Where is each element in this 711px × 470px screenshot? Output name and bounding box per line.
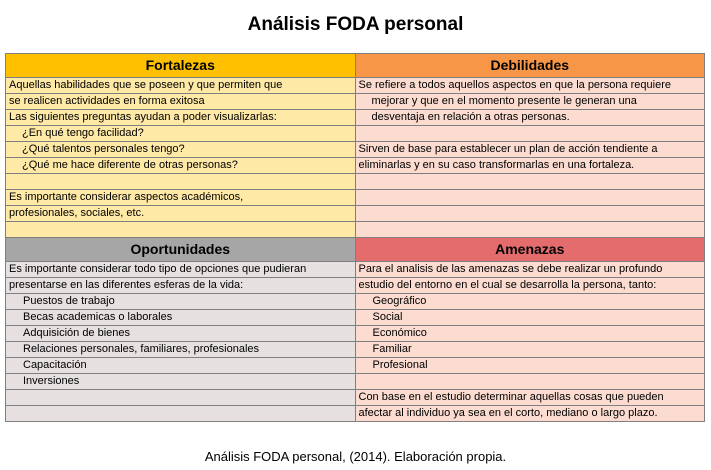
fortalezas-cell: Las siguientes preguntas ayudan a poder visualizarlas:: [6, 110, 356, 126]
amenazas-cell: Profesional: [355, 358, 705, 374]
amenazas-cell: [355, 374, 705, 390]
table-row: [6, 278, 705, 294]
amenazas-header: Amenazas: [355, 238, 705, 262]
table-row: [6, 374, 705, 390]
debilidades-cell: Sirven de base para establecer un plan de acción tendiente a: [355, 142, 705, 158]
fortalezas-cell: Es importante considerar aspectos académicos,: [6, 190, 356, 206]
table-row: [6, 294, 705, 310]
figure-caption: Análisis FODA personal, (2014). Elaboración propia.: [204, 449, 507, 464]
oportunidades-cell: Inversiones: [6, 374, 356, 390]
debilidades-cell: [355, 222, 705, 238]
table-row: [6, 190, 705, 206]
document-title: Análisis FODA personal: [247, 14, 464, 35]
fortalezas-cell: [6, 222, 356, 238]
oportunidades-cell: Becas academicas o laborales: [6, 310, 356, 326]
fortalezas-cell: se realicen actividades en forma exitosa: [6, 94, 356, 110]
oportunidades-cell: Adquisición de bienes: [6, 326, 356, 342]
table-row: [6, 326, 705, 342]
table-row: [6, 310, 705, 326]
oportunidades-cell: [6, 406, 356, 422]
table-row: [6, 206, 705, 222]
debilidades-cell: [355, 174, 705, 190]
table-row: [6, 78, 705, 94]
table-row: [6, 94, 705, 110]
oportunidades-cell: Es importante considerar todo tipo de opciones que pudieran: [6, 262, 356, 278]
debilidades-cell: mejorar y que en el momento presente le generan una: [355, 94, 705, 110]
debilidades-cell: Se refiere a todos aquellos aspectos en que la persona requiere: [355, 78, 705, 94]
table-row: [6, 222, 705, 238]
amenazas-cell: Económico: [355, 326, 705, 342]
debilidades-cell: eliminarlas y en su caso transformarlas en una fortaleza.: [355, 158, 705, 174]
oportunidades-cell: [6, 390, 356, 406]
table-row: [6, 342, 705, 358]
amenazas-cell: Geográfico: [355, 294, 705, 310]
header-row-bottom: [6, 238, 705, 262]
table-row: [6, 358, 705, 374]
table-row: [6, 110, 705, 126]
amenazas-cell: estudio del entorno en el cual se desarrolla la persona, tanto:: [355, 278, 705, 294]
oportunidades-cell: Relaciones personales, familiares, profesionales: [6, 342, 356, 358]
table-row: [6, 390, 705, 406]
fortalezas-cell: ¿Qué me hace diferente de otras personas?: [6, 158, 356, 174]
table-row: [6, 126, 705, 142]
table-row: [6, 158, 705, 174]
table-row: [6, 174, 705, 190]
debilidades-cell: [355, 206, 705, 222]
oportunidades-cell: Capacitación: [6, 358, 356, 374]
oportunidades-cell: presentarse en las diferentes esferas de la vida:: [6, 278, 356, 294]
table-row: [6, 406, 705, 422]
oportunidades-header: Oportunidades: [6, 238, 356, 262]
amenazas-cell: afectar al individuo ya sea en el corto, mediano o largo plazo.: [355, 406, 705, 422]
debilidades-cell: [355, 190, 705, 206]
table-row: [6, 142, 705, 158]
fortalezas-header: Fortalezas: [6, 54, 356, 78]
amenazas-cell: Social: [355, 310, 705, 326]
amenazas-cell: Familiar: [355, 342, 705, 358]
fortalezas-cell: ¿En qué tengo facilidad?: [6, 126, 356, 142]
amenazas-cell: Para el analisis de las amenazas se debe realizar un profundo: [355, 262, 705, 278]
amenazas-cell: Con base en el estudio determinar aquellas cosas que pueden: [355, 390, 705, 406]
fortalezas-cell: Aquellas habilidades que se poseen y que permiten que: [6, 78, 356, 94]
fortalezas-cell: ¿Qué talentos personales tengo?: [6, 142, 356, 158]
fortalezas-cell: [6, 174, 356, 190]
header-row-top: [6, 54, 705, 78]
table-row: [6, 262, 705, 278]
debilidades-cell: [355, 126, 705, 142]
oportunidades-cell: Puestos de trabajo: [6, 294, 356, 310]
debilidades-cell: desventaja en relación a otras personas.: [355, 110, 705, 126]
foda-table: [5, 53, 705, 422]
fortalezas-cell: profesionales, sociales, etc.: [6, 206, 356, 222]
debilidades-header: Debilidades: [355, 54, 705, 78]
